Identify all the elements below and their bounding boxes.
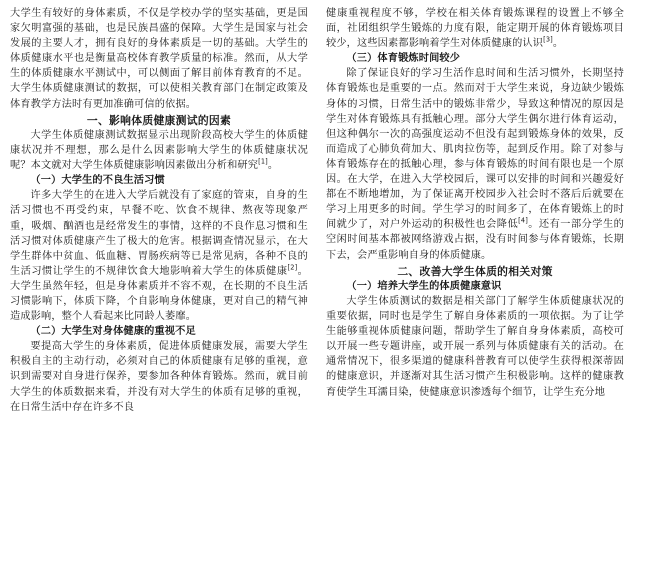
health-awareness-paragraph: 大学生体质测试的数据是相关部门了解学生体质健康状况的重要依据，同时也是学生了解自身体素质的一项依据。为了让学生能够重视体质健康问题，帮助学生了解自身身体素质，高校可以开展一些专题讲座，或开展一系列与体质健康有关的活动。在通常情况下，很多渠道的健康科普教育可以使学生获得根深蒂固的健康意识，并逐渐对其生活习惯产生积极影响。这样的健康教育使学生耳濡目染，使健康意识渗透每个细节，让学生充分地	[326, 295, 624, 398]
footnote-ref-4: [4]	[518, 216, 528, 225]
intro-paragraph: 大学生有较好的身体素质，不仅是学校办学的坚实基础，更是国家欠明富强的基础，也是民族昌盛的保障。大学生是国家与社会发展的主要人才，拥有良好的身体素质是一切的基础。大学生的体质健康水平也是衡量高校体育教学质量的标准。然而，从大学生的体质健康水平测试中，可以侧面了解目前体育教育的不足。大学生体质健康测试的数据，可以使相关教育部门在制定政策及体育教学方法时有更加准确可信的依据。	[10, 8, 308, 110]
footnote-ref-3: [3]	[543, 35, 553, 44]
attention-paragraph: 要提高大学生的身体素质，促进体质健康发展，需要大学生积极自主的主动行动，必须对自己的体质健康有足够的重视，意识到需要对自身进行保养，要参加各种体育锻炼。然而，就目前大学生的体质数据来看，并没有对大学生的体质有足够的重视，在日常生活中存在许多不良	[10, 341, 308, 413]
lifestyle-tail: 。大学生虽然年轻，但是身体素质并不容不观，在长期的不良生活习惯影响下，体质下降，个自影响身体健康，更对自己的精气神造成影响，整个人看起来比同龄人萎靡。	[10, 265, 308, 323]
right-column	[326, 6, 624, 400]
lifestyle-text: 许多大学生的在进入大学后就没有了家庭的管束，自身的生活习惯也不再受约束，早餐不吃、饮食不规律、熬夜等现象严重，吸烟、酗酒也是经常发生的事情，这样的不良作息习惯和生活习惯对体质健康产生了极大的危害。根据调查情况显示，在大学生群体中贫血、低血糖、胃肠疾病等已是常见病，各种不良的生活习惯让学生的不规律饮食大地影响着大学生的体质健康	[10, 190, 308, 277]
section-heading-two: 二、改善大学生体质的相关对策	[397, 264, 553, 278]
subsection-heading-one-three: （三）体育锻炼时间较少	[346, 53, 461, 65]
two-column-layout	[10, 6, 637, 574]
footnote-ref-1: [1]	[258, 157, 268, 166]
subsection-heading-two-one: （一）培养大学生的体质健康意识	[346, 280, 502, 292]
awareness-tail: 。	[552, 38, 564, 50]
factors-intro-tail: 。	[267, 160, 279, 172]
footnote-ref-2: [2]	[287, 263, 298, 272]
section-heading-one: 一、影响体质健康测试的因素	[86, 113, 232, 127]
awareness-paragraph	[326, 6, 624, 51]
lifestyle-paragraph	[10, 188, 308, 324]
awareness-text: 健康重视程度不够，学校在相关体育锻炼课程的设置上不够全面，社团组织学生锻炼的力度有限，能定期开展的体育锻炼项目较少，这些因素都影响着学生对体质健康的认识	[326, 8, 624, 50]
factors-intro-text: 大学生体质健康测试数据显示出现阶段高校大学生的体质健康状况并不理想，那么是什么因素影响大学生的体质健康状况呢？本文就对大学生体质健康影响因素做出分析和研究	[10, 129, 308, 172]
subsection-heading-one-one: （一）大学生的不良生活习惯	[30, 175, 165, 187]
exercise-time-paragraph	[326, 66, 624, 262]
left-column	[10, 6, 308, 415]
subsection-heading-one-two: （二）大学生对身体健康的重视不足	[30, 326, 196, 338]
factors-intro-paragraph	[10, 128, 308, 173]
exercise-time-text: 除了保证良好的学习生活作息时间和生活习惯外，长期坚持体育锻炼也是重要的一点。然而对于大学生来说，身边缺少锻炼身体的习惯，日常生活中的锻炼非常少，导致这种情况的原因是学生对体育锻炼具有抵触心理。部分大学生偶尔进行体育运动，但这种偶尔一次的高强度运动不但没有起到锻炼身体的效果，反而造成了心肺负荷加大、肌肉拉伤等，起到反作用。除了对参与体育锻炼存在的抵触心理，参与体育锻炼的时间有限也是一个原因。在大学，在进入大学校园后，课可以安排的时间和兴趣爱好都在不断地增加，为了保证离开校园步入社会时不落后后就要在学习上用更多的时间。学生学习的时间多了，在体育锻炼上的时间就少了，对户外运动的积极性也会降低	[326, 68, 624, 231]
exercise-time-tail: 。还有一部分学生的空闲时间基本都被网络游戏占据，没有时间参与体育锻炼，长期下去，会严重影响自身的体质健康。	[326, 219, 624, 261]
